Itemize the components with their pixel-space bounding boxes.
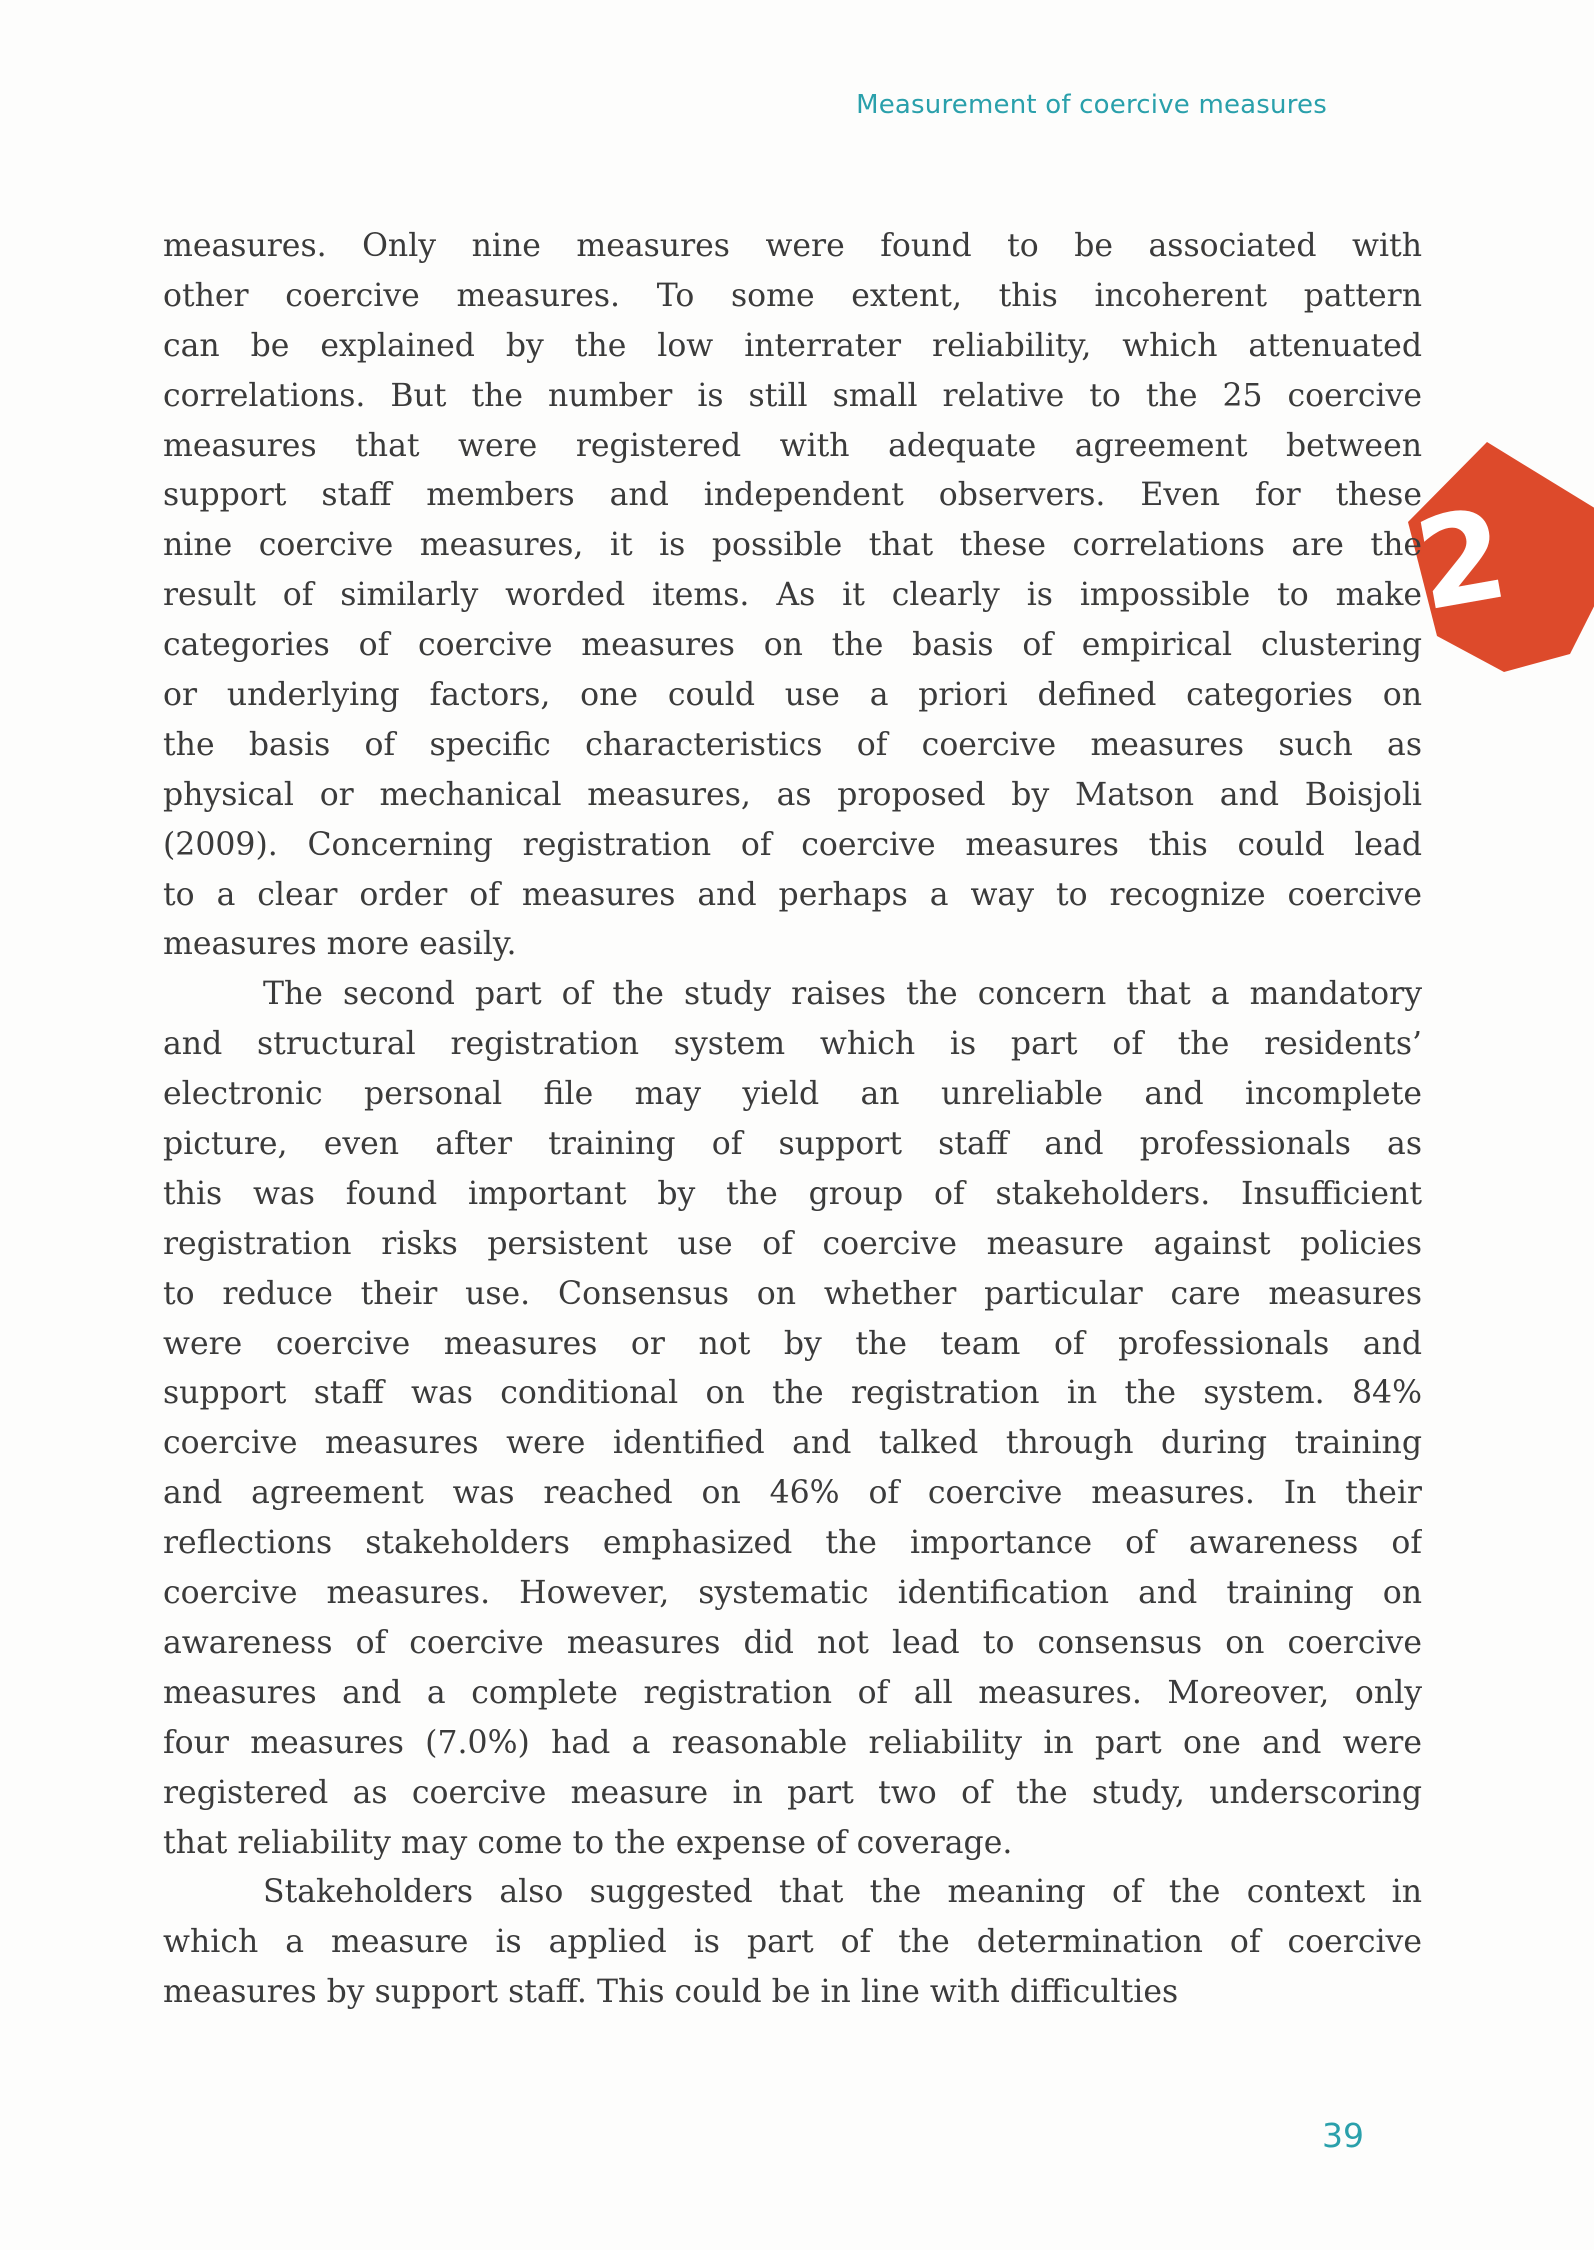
text-line: support staff members and independent observers. Even for these (163, 477, 1422, 514)
text-line: measures by support staff. This could be in line with difficulties (163, 1974, 1179, 2011)
text-line: were coercive measures or not by the team of professionals and (163, 1325, 1422, 1362)
text-line: electronic personal file may yield an unreliable and incomplete (163, 1076, 1422, 1113)
body-text (163, 222, 1422, 2018)
text-line: coercive measures were identified and talked through during training (163, 1425, 1422, 1462)
page-number: 39 (1322, 2116, 1364, 2155)
text-line: nine coercive measures, it is possible that these correlations are the (163, 527, 1422, 564)
text-line: coercive measures. However, systematic identification and training on (163, 1575, 1422, 1612)
text-line: categories of coercive measures on the basis of empirical clustering (163, 627, 1422, 664)
text-line: that reliability may come to the expense of coverage. (163, 1824, 1013, 1861)
text-line: to a clear order of measures and perhaps a way to recognize coercive (163, 876, 1422, 913)
paragraph (163, 1868, 1422, 2018)
text-line: to reduce their use. Consensus on whether particular care measures (163, 1275, 1422, 1312)
text-line: or underlying factors, one could use a priori defined categories on (163, 677, 1422, 714)
text-line: correlations. But the number is still small relative to the 25 coercive (163, 377, 1422, 414)
text-line: measures more easily. (163, 926, 517, 963)
text-line: and agreement was reached on 46% of coercive measures. In their (163, 1475, 1422, 1512)
chapter-number: 2 (1406, 481, 1517, 640)
text-line: can be explained by the low interrater reliability, which attenuated (163, 327, 1422, 364)
text-line: this was found important by the group of stakeholders. Insufficient (163, 1175, 1422, 1212)
paragraph (163, 970, 1422, 1868)
text-line: measures. Only nine measures were found to be associated with (163, 228, 1422, 264)
text-line: (2009). Concerning registration of coercive measures this could lead (163, 826, 1422, 863)
text-line: physical or mechanical measures, as proposed by Matson and Boisjoli (163, 776, 1422, 813)
text-line: measures and a complete registration of all measures. Moreover, only (163, 1674, 1422, 1711)
text-line: the basis of specific characteristics of coercive measures such as (163, 726, 1422, 763)
text-line: Stakeholders also suggested that the meaning of the context in (263, 1874, 1422, 1911)
text-line: result of similarly worded items. As it clearly is impossible to make (163, 577, 1422, 614)
paragraph (163, 222, 1422, 970)
text-line: other coercive measures. To some extent, this incoherent pattern (163, 277, 1422, 314)
text-line: picture, even after training of support staff and professionals as (163, 1126, 1422, 1163)
text-line: measures that were registered with adequate agreement between (163, 427, 1422, 464)
text-line: registration risks persistent use of coercive measure against policies (163, 1225, 1422, 1262)
text-line: The second part of the study raises the concern that a mandatory (263, 976, 1422, 1013)
text-line: reflections stakeholders emphasized the importance of awareness of (163, 1525, 1422, 1562)
text-line: support staff was conditional on the registration in the system. 84% (163, 1375, 1422, 1412)
text-line: which a measure is applied is part of the determination of coercive (163, 1924, 1422, 1961)
text-line: and structural registration system which is part of the residents’ (163, 1026, 1422, 1063)
text-line: registered as coercive measure in part two of the study, underscoring (163, 1774, 1422, 1811)
running-header: Measurement of coercive measures (856, 90, 1327, 120)
text-line: four measures (7.0%) had a reasonable reliability in part one and were (163, 1724, 1422, 1761)
text-line: awareness of coercive measures did not lead to consensus on coercive (163, 1624, 1422, 1661)
